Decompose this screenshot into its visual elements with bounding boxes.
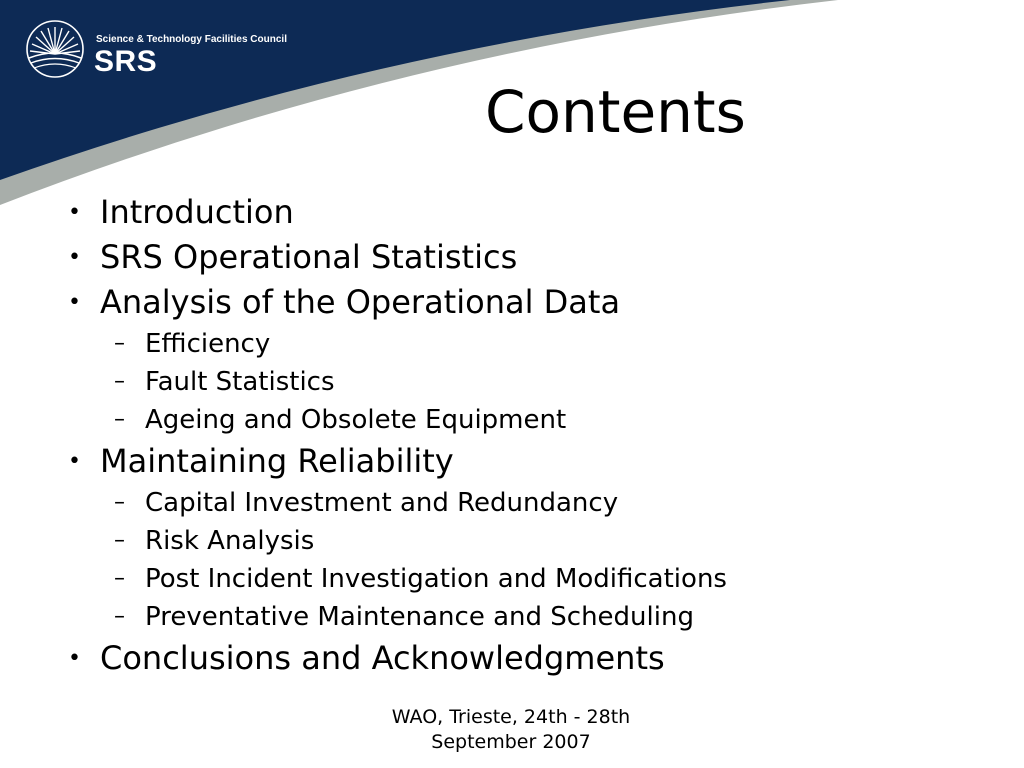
- contents-item: [62, 439, 962, 484]
- contents-subitem-label: Risk Analysis: [145, 526, 315, 556]
- contents-subitem-label: Ageing and Obsolete Equipment: [145, 405, 567, 435]
- dash-icon: –: [114, 331, 125, 356]
- contents-list: [62, 190, 962, 681]
- contents-subitem: [62, 560, 962, 598]
- contents-subitem: [62, 522, 962, 560]
- bullet-icon: •: [68, 245, 81, 270]
- contents-subitem: [62, 484, 962, 522]
- bullet-icon: •: [68, 200, 81, 225]
- contents-subitem-label: Post Incident Investigation and Modifications: [145, 564, 727, 594]
- dash-icon: –: [114, 566, 125, 591]
- contents-subitem-label: Preventative Maintenance and Scheduling: [145, 602, 694, 632]
- contents-subitem: [62, 363, 962, 401]
- contents-item-label: Analysis of the Operational Data: [100, 283, 621, 321]
- contents-subitem-label: Fault Statistics: [145, 367, 335, 397]
- org-short-name: SRS: [94, 45, 158, 78]
- contents-subitem: [62, 598, 962, 636]
- contents-item-label: Maintaining Reliability: [100, 442, 454, 480]
- contents-item: [62, 190, 962, 235]
- contents-item-label: SRS Operational Statistics: [100, 238, 518, 276]
- bullet-icon: •: [68, 449, 81, 474]
- footer-text: [330, 705, 692, 755]
- dash-icon: –: [114, 604, 125, 629]
- contents-subitem: [62, 325, 962, 363]
- dash-icon: –: [114, 528, 125, 553]
- dash-icon: –: [114, 490, 125, 515]
- stfc-logo: [24, 18, 287, 88]
- slide-title: Contents: [485, 78, 746, 146]
- bullet-icon: •: [68, 290, 81, 315]
- sunburst-emblem-icon: [24, 18, 86, 80]
- contents-item-label: Conclusions and Acknowledgments: [100, 639, 665, 677]
- bullet-icon: •: [68, 646, 81, 671]
- contents-subitem-label: Capital Investment and Redundancy: [145, 488, 619, 518]
- contents-subitem: [62, 401, 962, 439]
- dash-icon: –: [114, 369, 125, 394]
- footer-line-1: WAO, Trieste, 24th - 28th: [391, 706, 631, 728]
- org-name: Science & Technology Facilities Council: [96, 34, 287, 45]
- contents-subitem-label: Efficiency: [145, 329, 271, 359]
- contents-item-label: Introduction: [100, 193, 294, 231]
- footer-line-2: September 2007: [431, 731, 591, 753]
- contents-item: [62, 235, 962, 280]
- contents-item: [62, 280, 962, 325]
- contents-item: [62, 636, 962, 681]
- dash-icon: –: [114, 407, 125, 432]
